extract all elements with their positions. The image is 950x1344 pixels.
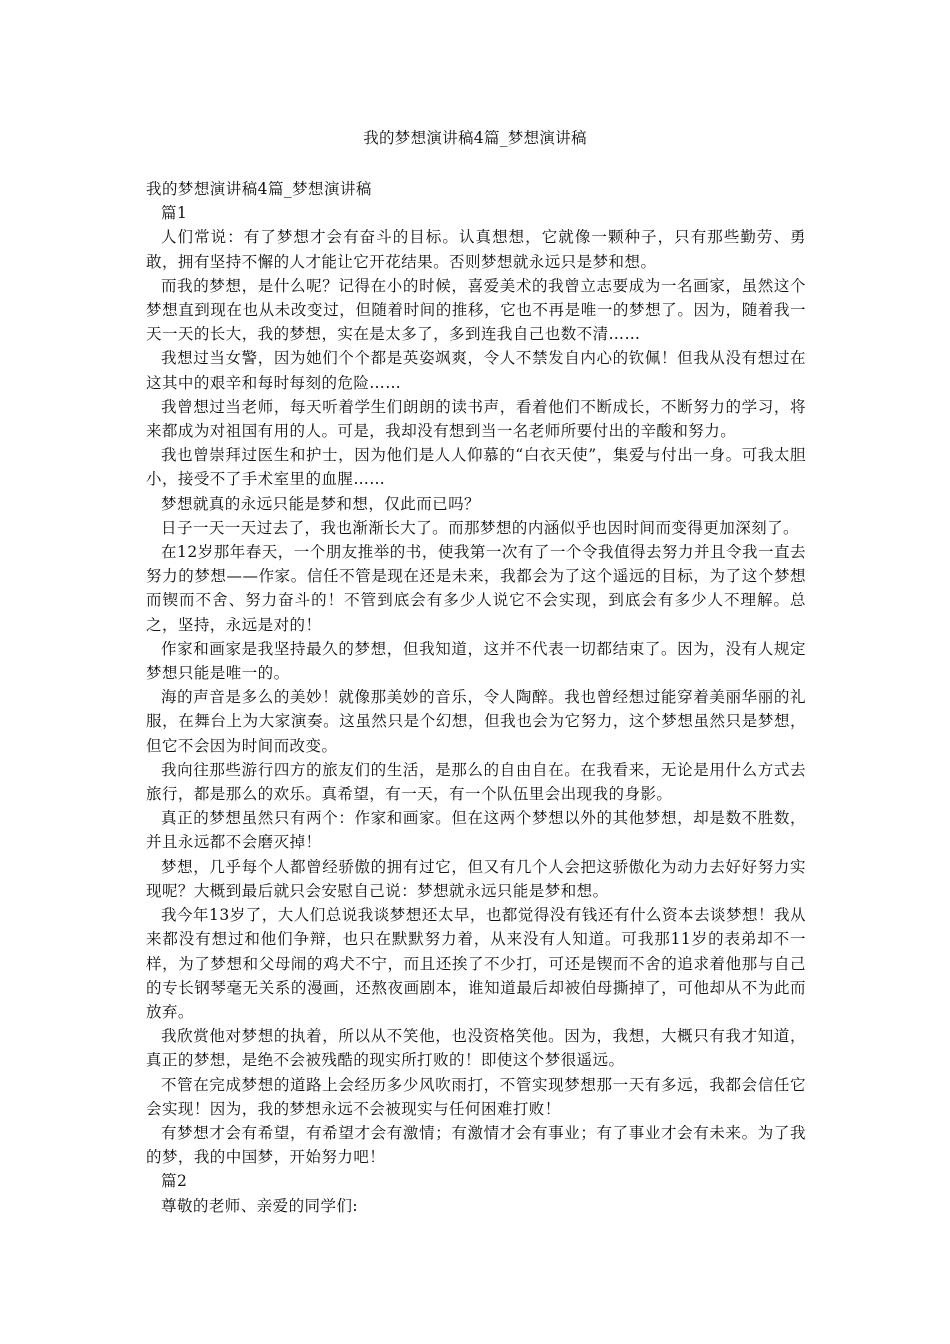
section-label: 篇2 xyxy=(161,1172,188,1191)
paragraph: 人们常说：有了梦想才会有奋斗的目标。认真想想，它就像一颗种子，只有那些勤劳、勇敢，拥有坚持不懈的人才能让它开花结果。否则梦想就永远只是梦和想。 xyxy=(146,228,806,271)
paragraph: 我今年13岁了，大人们总说我谈梦想还太早，也都觉得没有钱还有什么资本去谈梦想！我从来都没有想过和他们争辩，也只在默默努力着，从来没有人知道。可我那11岁的表弟却不一样，为了梦想和父母闹的鸡犬不宁，而且还挨了不少打，可还是锲而不舍的追求着他那与自己的专长钢琴毫无关系的漫画，还熬夜画剧本，谁知道最后却被伯母撕掉了，可他却从不为此而放弃。 xyxy=(146,906,806,1021)
paragraph: 日子一天一天过去了，我也渐渐长大了。而那梦想的内涵似乎也因时间而变得更加深刻了。 xyxy=(161,518,800,537)
paragraph: 我欣赏他对梦想的执着，所以从不笑他，也没资格笑他。因为，我想，大概只有我才知道，真正的梦想，是绝不会被残酷的现实所打败的！即使这个梦很遥远。 xyxy=(146,1027,806,1070)
paragraph: 真正的梦想虽然只有两个：作家和画家。但在这两个梦想以外的其他梦想，却是数不胜数，并且永远都不会磨灭掉！ xyxy=(146,809,806,852)
paragraph: 有梦想才会有希望，有希望才会有激情；有激情才会有事业；有了事业才会有未来。为了我的梦，我的中国梦，开始努力吧！ xyxy=(146,1123,806,1167)
section-label: 篇1 xyxy=(161,204,188,223)
paragraph: 海的声音是多么的美妙！就像那美妙的音乐，令人陶醉。我也曾经想过能穿着美丽华丽的礼服，在舞台上为大家演奏。这虽然只是个幻想，但我也会为它努力，这个梦想虽然只是梦想，但它不会因为时间而改变。 xyxy=(146,688,806,755)
document-body xyxy=(146,177,806,1218)
paragraph: 而我的梦想，是什么呢？记得在小的时候，喜爱美术的我曾立志要成为一名画家，虽然这个梦想直到现在也从未改变过，但随着时间的推移，它也不再是唯一的梦想了。因为，随着我一天一天的长大，我的梦想，实在是太多了，多到连我自己也数不清…… xyxy=(146,276,806,344)
paragraph: 我也曾崇拜过医生和护士，因为他们是人人仰慕的“白衣天使”，集爱与付出一身。可我太胆小，接受不了手术室里的血腥…… xyxy=(146,446,806,489)
paragraph: 我曾想过当老师，每天听着学生们朗朗的读书声，看着他们不断成长，不断努力的学习，将来都成为对祖国有用的人。可是，我却没有想到当一名老师所要付出的辛酸和努力。 xyxy=(146,397,806,441)
paragraph: 在12岁那年春天，一个朋友推举的书，使我第一次有了一个令我值得去努力并且令我一直去努力的梦想——作家。信任不管是现在还是未来，我都会为了这个遥远的目标，为了这个梦想而锲而不舍、努力奋斗的！不管到底会有多少人说它不会实现，到底会有多少人不理解。总之，坚持，永远是对的！ xyxy=(146,543,806,634)
paragraph: 作家和画家是我坚持最久的梦想，但我知道，这并不代表一切都结束了。因为，没有人规定梦想只能是唯一的。 xyxy=(146,639,806,683)
document-title: 我的梦想演讲稿4篇_梦想演讲稿 xyxy=(363,129,587,147)
paragraph: 我向往那些游行四方的旅友们的生活，是那么的自由自在。在我看来，无论是用什么方式去旅行，都是那么的欢乐。真希望，有一天，有一个队伍里会出现我的身影。 xyxy=(146,760,806,804)
paragraph: 梦想就真的永远只能是梦和想，仅此而已吗？ xyxy=(161,494,481,513)
paragraph: 尊敬的老师、亲爱的同学们: xyxy=(161,1196,359,1215)
paragraph: 梦想，几乎每个人都曾经骄傲的拥有过它，但又有几个人会把这骄傲化为动力去好好努力实现呢？大概到最后就只会安慰自己说：梦想就永远只能是梦和想。 xyxy=(146,857,806,900)
paragraph: 不管在完成梦想的道路上会经历多少风吹雨打，不管实现梦想那一天有多远，我都会信任它会实现！因为，我的梦想永远不会被现实与任何困难打败！ xyxy=(146,1075,806,1118)
body-heading: 我的梦想演讲稿4篇_梦想演讲稿 xyxy=(146,180,372,198)
paragraph: 我想过当女警，因为她们个个都是英姿飒爽，令人不禁发自内心的钦佩！但我从没有想过在这其中的艰辛和每时每刻的危险…… xyxy=(146,349,806,392)
